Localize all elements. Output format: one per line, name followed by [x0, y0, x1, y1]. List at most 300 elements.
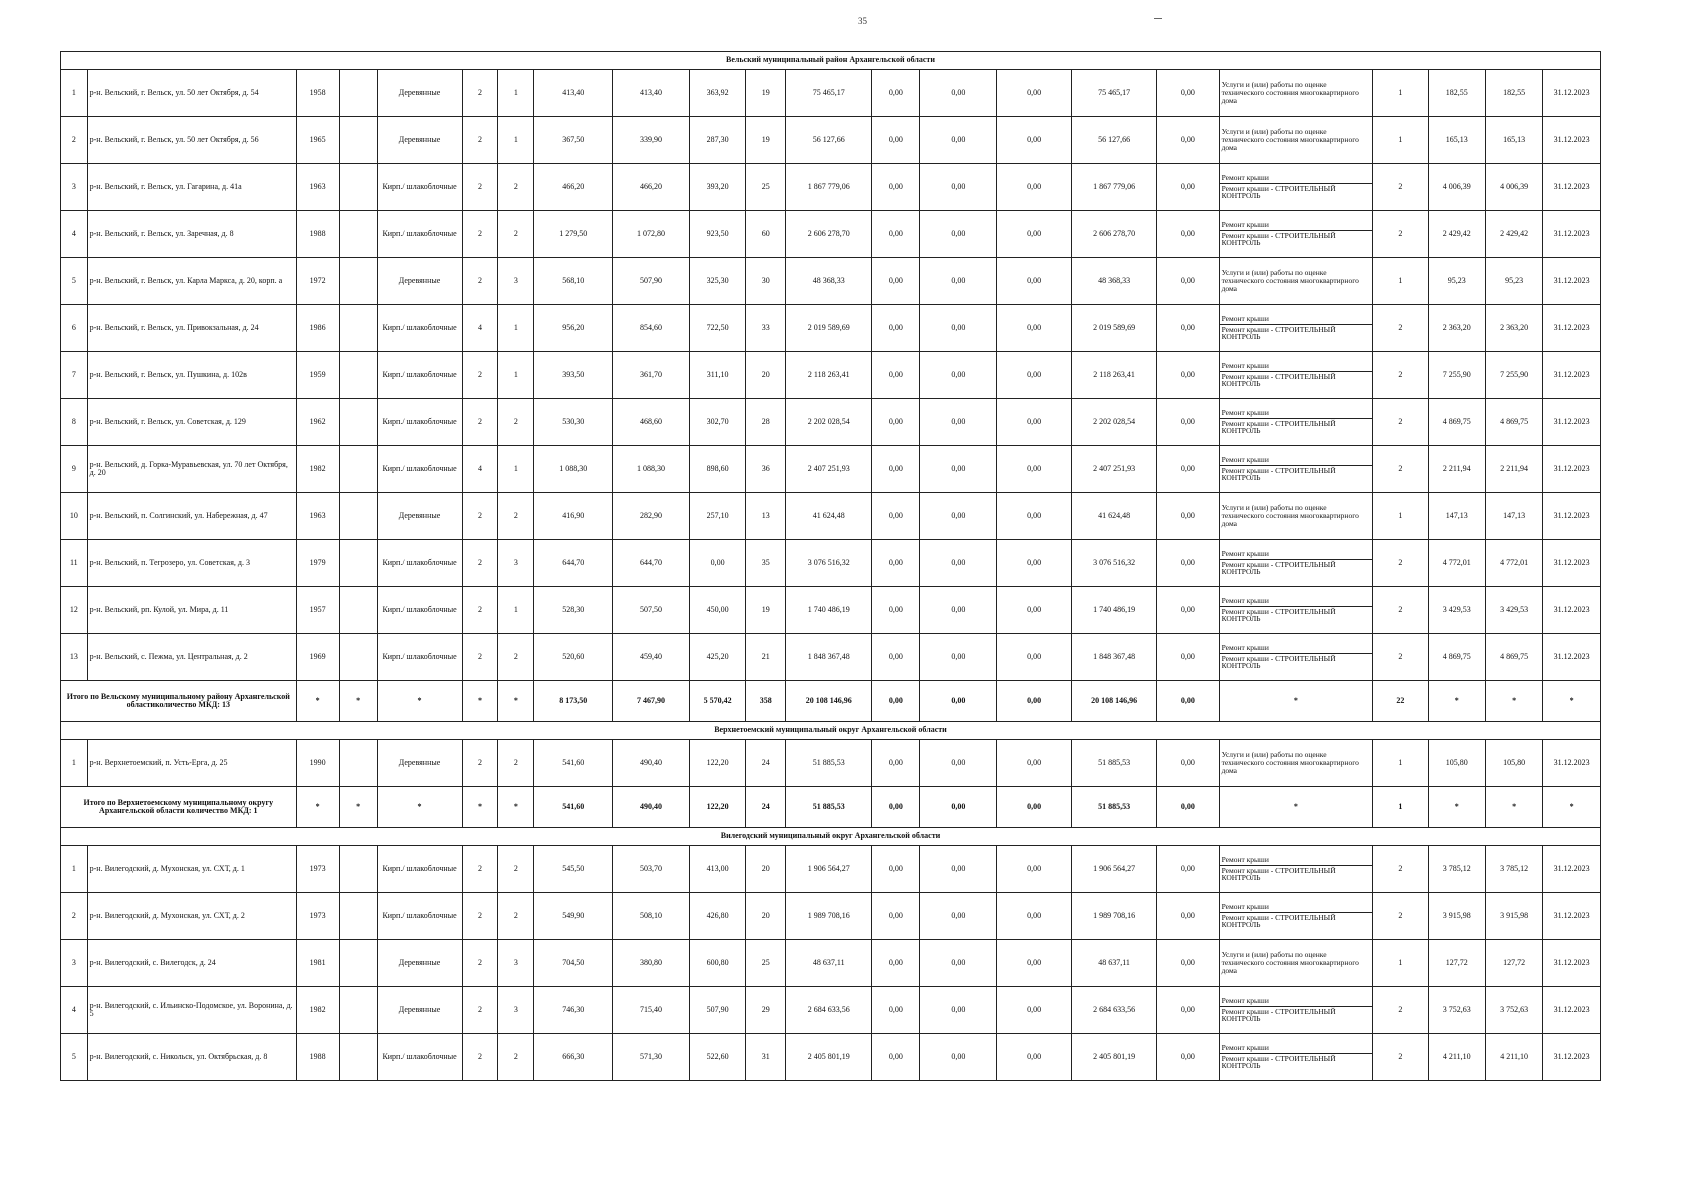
residents-cell: 25	[746, 164, 786, 211]
address-cell: р-н. Вельский, п. Тегрозеро, ул. Советская, д. 3	[87, 540, 296, 587]
total-cost-cell: 1 989 708,16	[786, 893, 872, 940]
work-type-text: Ремонт крыши - СТРОИТЕЛЬНЫЙ КОНТРОЛЬ	[1221, 418, 1336, 436]
table-row	[61, 634, 1601, 681]
total-area-cell: 644,70	[534, 540, 613, 587]
local-budget-cell: 0,00	[997, 540, 1072, 587]
total-area-cell: 530,30	[534, 399, 613, 446]
residents-cell: 30	[746, 258, 786, 305]
works-cell	[1219, 211, 1373, 258]
work-type-text: Услуги и (или) работы по оценке технического состояния многоквартирного дома	[1221, 127, 1359, 152]
other-funds-cell: 0,00	[1157, 740, 1219, 787]
regional-budget-cell: 0,00	[920, 305, 997, 352]
table-row	[61, 987, 1601, 1034]
work-type-text: Ремонт крыши - СТРОИТЕЛЬНЫЙ КОНТРОЛЬ	[1221, 653, 1336, 671]
total-local-budget-cell: 0,00	[997, 681, 1072, 722]
regional-budget-cell: 0,00	[920, 211, 997, 258]
total-row	[61, 787, 1601, 828]
table-row	[61, 846, 1601, 893]
limit-cost-cell: 4 869,75	[1485, 634, 1542, 681]
specific-cost-cell: 3 752,63	[1428, 987, 1485, 1034]
entrances-cell: 2	[498, 211, 534, 258]
work-type-text: Ремонт крыши	[1220, 855, 1373, 866]
living-area-cell: 600,80	[689, 940, 745, 987]
owners-funds-cell: 2 019 589,69	[1072, 305, 1157, 352]
residential-area-cell: 380,80	[613, 940, 690, 987]
living-area-cell: 311,10	[689, 352, 745, 399]
entrances-cell: 2	[498, 893, 534, 940]
row-number: 11	[61, 540, 88, 587]
residents-cell: 21	[746, 634, 786, 681]
year-cell: 1969	[296, 634, 339, 681]
entrances-cell: 3	[498, 258, 534, 305]
address-cell: р-н. Вельский, г. Вельск, ул. Советская, д. 129	[87, 399, 296, 446]
table-row	[61, 740, 1601, 787]
works-count-cell: 1	[1373, 493, 1428, 540]
work-type-text: Ремонт крыши - СТРОИТЕЛЬНЫЙ КОНТРОЛЬ	[1221, 606, 1336, 624]
completion-date-cell: 31.12.2023	[1543, 540, 1601, 587]
residents-cell: 19	[746, 70, 786, 117]
residential-area-cell: 459,40	[613, 634, 690, 681]
residents-cell: 20	[746, 846, 786, 893]
year-cell: 1979	[296, 540, 339, 587]
entrances-cell: 1	[498, 117, 534, 164]
local-budget-cell: 0,00	[997, 70, 1072, 117]
total-residents-cell: 24	[746, 787, 786, 828]
work-type-text: Ремонт крыши - СТРОИТЕЛЬНЫЙ КОНТРОЛЬ	[1221, 324, 1336, 342]
owners-funds-cell: 2 606 278,70	[1072, 211, 1157, 258]
fund-cell: 0,00	[872, 987, 920, 1034]
regional-budget-cell: 0,00	[920, 634, 997, 681]
blank-cell	[339, 446, 377, 493]
total-star: *	[1485, 681, 1542, 722]
works-cell	[1219, 893, 1373, 940]
completion-date-cell: 31.12.2023	[1543, 399, 1601, 446]
total-cost-cell: 3 076 516,32	[786, 540, 872, 587]
blank-cell	[339, 1034, 377, 1081]
living-area-cell: 257,10	[689, 493, 745, 540]
living-area-cell: 0,00	[689, 540, 745, 587]
total-star: *	[1485, 787, 1542, 828]
blank-cell	[339, 164, 377, 211]
wall-material-cell: Деревянные	[377, 493, 462, 540]
residential-area-cell: 571,30	[613, 1034, 690, 1081]
residents-cell: 29	[746, 987, 786, 1034]
section-header-row	[61, 722, 1601, 740]
total-regional-budget-cell: 0,00	[920, 787, 997, 828]
living-area-cell: 393,20	[689, 164, 745, 211]
works-count-cell: 1	[1373, 258, 1428, 305]
owners-funds-cell: 48 368,33	[1072, 258, 1157, 305]
work-type-text: Ремонт крыши	[1220, 314, 1373, 325]
total-cost-cell: 41 624,48	[786, 493, 872, 540]
fund-cell: 0,00	[872, 258, 920, 305]
address-cell: р-н. Вельский, п. Солгинский, ул. Набережная, д. 47	[87, 493, 296, 540]
work-type-text: Ремонт крыши	[1220, 220, 1373, 231]
section-header-row	[61, 828, 1601, 846]
residential-area-cell: 715,40	[613, 987, 690, 1034]
works-cell	[1219, 740, 1373, 787]
total-area-cell: 1 088,30	[534, 446, 613, 493]
works-cell	[1219, 164, 1373, 211]
row-number: 9	[61, 446, 88, 493]
completion-date-cell: 31.12.2023	[1543, 1034, 1601, 1081]
floors-cell: 2	[462, 399, 498, 446]
floors-cell: 2	[462, 893, 498, 940]
housing-repair-register-table	[60, 51, 1601, 1081]
blank-cell	[339, 940, 377, 987]
specific-cost-cell: 2 211,94	[1428, 446, 1485, 493]
residential-area-cell: 507,50	[613, 587, 690, 634]
blank-cell	[339, 70, 377, 117]
residential-area-cell: 507,90	[613, 258, 690, 305]
total-total-area-cell: 541,60	[534, 787, 613, 828]
local-budget-cell: 0,00	[997, 893, 1072, 940]
table-row	[61, 117, 1601, 164]
works-cell	[1219, 540, 1373, 587]
completion-date-cell: 31.12.2023	[1543, 940, 1601, 987]
table-row	[61, 493, 1601, 540]
total-cost-cell: 1 740 486,19	[786, 587, 872, 634]
total-cost-cell: 48 637,11	[786, 940, 872, 987]
total-cost-cell: 2 606 278,70	[786, 211, 872, 258]
fund-cell: 0,00	[872, 352, 920, 399]
wall-material-cell: Деревянные	[377, 258, 462, 305]
table-row	[61, 540, 1601, 587]
regional-budget-cell: 0,00	[920, 987, 997, 1034]
regional-budget-cell: 0,00	[920, 399, 997, 446]
work-type-text: Ремонт крыши - СТРОИТЕЛЬНЫЙ КОНТРОЛЬ	[1221, 465, 1336, 483]
regional-budget-cell: 0,00	[920, 352, 997, 399]
floors-cell: 2	[462, 117, 498, 164]
owners-funds-cell: 2 407 251,93	[1072, 446, 1157, 493]
address-cell: р-н. Вельский, г. Вельск, ул. Привокзальная, д. 24	[87, 305, 296, 352]
year-cell: 1982	[296, 446, 339, 493]
works-count-cell: 1	[1373, 940, 1428, 987]
row-number: 3	[61, 164, 88, 211]
fund-cell: 0,00	[872, 893, 920, 940]
living-area-cell: 923,50	[689, 211, 745, 258]
work-type-text: Ремонт крыши	[1220, 361, 1373, 372]
living-area-cell: 122,20	[689, 740, 745, 787]
total-owners-funds-cell: 20 108 146,96	[1072, 681, 1157, 722]
fund-cell: 0,00	[872, 940, 920, 987]
local-budget-cell: 0,00	[997, 987, 1072, 1034]
total-cost-cell: 2 684 633,56	[786, 987, 872, 1034]
year-cell: 1982	[296, 987, 339, 1034]
works-cell	[1219, 634, 1373, 681]
living-area-cell: 898,60	[689, 446, 745, 493]
owners-funds-cell: 51 885,53	[1072, 740, 1157, 787]
work-type-text: Ремонт крыши - СТРОИТЕЛЬНЫЙ КОНТРОЛЬ	[1221, 865, 1336, 883]
regional-budget-cell: 0,00	[920, 587, 997, 634]
total-area-cell: 416,90	[534, 493, 613, 540]
living-area-cell: 426,80	[689, 893, 745, 940]
completion-date-cell: 31.12.2023	[1543, 493, 1601, 540]
residents-cell: 60	[746, 211, 786, 258]
total-total-cost-cell: 20 108 146,96	[786, 681, 872, 722]
wall-material-cell: Кирп./ шлакоблочные	[377, 1034, 462, 1081]
specific-cost-cell: 4 869,75	[1428, 634, 1485, 681]
specific-cost-cell: 2 363,20	[1428, 305, 1485, 352]
fund-cell: 0,00	[872, 399, 920, 446]
completion-date-cell: 31.12.2023	[1543, 446, 1601, 493]
work-type-text: Ремонт крыши	[1220, 173, 1373, 184]
owners-funds-cell: 1 906 564,27	[1072, 846, 1157, 893]
address-cell: р-н. Верхнетоемский, п. Усть-Ерга, д. 25	[87, 740, 296, 787]
blank-cell	[339, 540, 377, 587]
completion-date-cell: 31.12.2023	[1543, 893, 1601, 940]
specific-cost-cell: 7 255,90	[1428, 352, 1485, 399]
wall-material-cell: Кирп./ шлакоблочные	[377, 446, 462, 493]
local-budget-cell: 0,00	[997, 940, 1072, 987]
local-budget-cell: 0,00	[997, 352, 1072, 399]
floors-cell: 2	[462, 587, 498, 634]
table-row	[61, 164, 1601, 211]
floors-cell: 2	[462, 258, 498, 305]
row-number: 7	[61, 352, 88, 399]
owners-funds-cell: 1 740 486,19	[1072, 587, 1157, 634]
works-cell	[1219, 987, 1373, 1034]
owners-funds-cell: 56 127,66	[1072, 117, 1157, 164]
total-local-budget-cell: 0,00	[997, 787, 1072, 828]
works-cell	[1219, 940, 1373, 987]
table-row	[61, 893, 1601, 940]
floors-cell: 2	[462, 211, 498, 258]
residential-area-cell: 503,70	[613, 846, 690, 893]
wall-material-cell: Кирп./ шлакоблочные	[377, 164, 462, 211]
table-row	[61, 446, 1601, 493]
address-cell: р-н. Вилегодский, д. Мухонская, ул. СХТ, д. 2	[87, 893, 296, 940]
year-cell: 1958	[296, 70, 339, 117]
other-funds-cell: 0,00	[1157, 352, 1219, 399]
regional-budget-cell: 0,00	[920, 258, 997, 305]
local-budget-cell: 0,00	[997, 399, 1072, 446]
other-funds-cell: 0,00	[1157, 493, 1219, 540]
work-type-text: Ремонт крыши - СТРОИТЕЛЬНЫЙ КОНТРОЛЬ	[1221, 1053, 1336, 1071]
residents-cell: 25	[746, 940, 786, 987]
works-cell	[1219, 258, 1373, 305]
limit-cost-cell: 4 006,39	[1485, 164, 1542, 211]
section-title: Вилегодский муниципальный округ Архангельской области	[61, 828, 1601, 846]
fund-cell: 0,00	[872, 117, 920, 164]
works-cell	[1219, 305, 1373, 352]
row-number: 1	[61, 70, 88, 117]
total-star: *	[377, 681, 462, 722]
blank-cell	[339, 117, 377, 164]
works-count-cell: 1	[1373, 740, 1428, 787]
row-number: 4	[61, 211, 88, 258]
total-area-cell: 704,50	[534, 940, 613, 987]
floors-cell: 4	[462, 446, 498, 493]
completion-date-cell: 31.12.2023	[1543, 634, 1601, 681]
entrances-cell: 1	[498, 587, 534, 634]
work-type-text: Ремонт крыши - СТРОИТЕЛЬНЫЙ КОНТРОЛЬ	[1221, 912, 1336, 930]
residential-area-cell: 644,70	[613, 540, 690, 587]
blank-cell	[339, 846, 377, 893]
year-cell: 1963	[296, 164, 339, 211]
limit-cost-cell: 105,80	[1485, 740, 1542, 787]
local-budget-cell: 0,00	[997, 1034, 1072, 1081]
works-count-cell: 2	[1373, 846, 1428, 893]
year-cell: 1988	[296, 1034, 339, 1081]
residential-area-cell: 468,60	[613, 399, 690, 446]
owners-funds-cell: 41 624,48	[1072, 493, 1157, 540]
row-number: 13	[61, 634, 88, 681]
owners-funds-cell: 1 867 779,06	[1072, 164, 1157, 211]
address-cell: р-н. Вельский, г. Вельск, ул. 50 лет Октября, д. 54	[87, 70, 296, 117]
regional-budget-cell: 0,00	[920, 940, 997, 987]
wall-material-cell: Кирп./ шлакоблочные	[377, 399, 462, 446]
living-area-cell: 522,60	[689, 1034, 745, 1081]
total-star: *	[339, 787, 377, 828]
specific-cost-cell: 3 785,12	[1428, 846, 1485, 893]
row-number: 10	[61, 493, 88, 540]
total-total-area-cell: 8 173,50	[534, 681, 613, 722]
works-count-cell: 2	[1373, 164, 1428, 211]
works-count-cell: 2	[1373, 987, 1428, 1034]
section-title: Верхнетоемский муниципальный округ Архангельской области	[61, 722, 1601, 740]
owners-funds-cell: 2 202 028,54	[1072, 399, 1157, 446]
entrances-cell: 1	[498, 352, 534, 399]
total-label: Итого по Верхнетоемскому муниципальному округу Архангельской области количество МКД: 1	[61, 787, 297, 828]
limit-cost-cell: 3 915,98	[1485, 893, 1542, 940]
fund-cell: 0,00	[872, 446, 920, 493]
living-area-cell: 302,70	[689, 399, 745, 446]
works-count-cell: 2	[1373, 399, 1428, 446]
work-type-text: Ремонт крыши - СТРОИТЕЛЬНЫЙ КОНТРОЛЬ	[1221, 1006, 1336, 1024]
blank-cell	[339, 305, 377, 352]
works-count-cell: 2	[1373, 446, 1428, 493]
address-cell: р-н. Вельский, г. Вельск, ул. Гагарина, д. 41а	[87, 164, 296, 211]
total-fund-cell: 0,00	[872, 681, 920, 722]
row-number: 8	[61, 399, 88, 446]
other-funds-cell: 0,00	[1157, 987, 1219, 1034]
floors-cell: 2	[462, 987, 498, 1034]
works-count-cell: 2	[1373, 305, 1428, 352]
floors-cell: 2	[462, 540, 498, 587]
floors-cell: 2	[462, 740, 498, 787]
floors-cell: 2	[462, 846, 498, 893]
section-title: Вельский муниципальный район Архангельской области	[61, 52, 1601, 70]
total-residential-area-cell: 7 467,90	[613, 681, 690, 722]
total-residents-cell: 358	[746, 681, 786, 722]
specific-cost-cell: 165,13	[1428, 117, 1485, 164]
entrances-cell: 2	[498, 740, 534, 787]
table-row	[61, 940, 1601, 987]
wall-material-cell: Деревянные	[377, 117, 462, 164]
total-row	[61, 681, 1601, 722]
owners-funds-cell: 1 989 708,16	[1072, 893, 1157, 940]
blank-cell	[339, 399, 377, 446]
floors-cell: 2	[462, 940, 498, 987]
other-funds-cell: 0,00	[1157, 940, 1219, 987]
completion-date-cell: 31.12.2023	[1543, 70, 1601, 117]
local-budget-cell: 0,00	[997, 740, 1072, 787]
total-cost-cell: 2 019 589,69	[786, 305, 872, 352]
residents-cell: 20	[746, 893, 786, 940]
local-budget-cell: 0,00	[997, 258, 1072, 305]
specific-cost-cell: 95,23	[1428, 258, 1485, 305]
blank-cell	[339, 258, 377, 305]
fund-cell: 0,00	[872, 634, 920, 681]
specific-cost-cell: 3 915,98	[1428, 893, 1485, 940]
total-star: *	[339, 681, 377, 722]
total-label: Итого по Вельскому муниципальному району Архангельской областиколичество МКД: 13	[61, 681, 297, 722]
floors-cell: 2	[462, 1034, 498, 1081]
other-funds-cell: 0,00	[1157, 540, 1219, 587]
works-count-cell: 2	[1373, 540, 1428, 587]
local-budget-cell: 0,00	[997, 211, 1072, 258]
blank-cell	[339, 987, 377, 1034]
limit-cost-cell: 2 429,42	[1485, 211, 1542, 258]
address-cell: р-н. Вилегодский, с. Вилегодск, д. 24	[87, 940, 296, 987]
work-type-text: Ремонт крыши	[1220, 455, 1373, 466]
table-row	[61, 305, 1601, 352]
regional-budget-cell: 0,00	[920, 740, 997, 787]
works-cell	[1219, 846, 1373, 893]
year-cell: 1959	[296, 352, 339, 399]
work-type-text: Ремонт крыши	[1220, 549, 1373, 560]
table-row	[61, 258, 1601, 305]
specific-cost-cell: 2 429,42	[1428, 211, 1485, 258]
total-cost-cell: 51 885,53	[786, 740, 872, 787]
owners-funds-cell: 1 848 367,48	[1072, 634, 1157, 681]
blank-cell	[339, 587, 377, 634]
total-area-cell: 393,50	[534, 352, 613, 399]
blank-cell	[339, 740, 377, 787]
other-funds-cell: 0,00	[1157, 446, 1219, 493]
table-row	[61, 70, 1601, 117]
works-count-cell: 1	[1373, 70, 1428, 117]
total-other-funds-cell: 0,00	[1157, 787, 1219, 828]
specific-cost-cell: 3 429,53	[1428, 587, 1485, 634]
total-area-cell: 528,30	[534, 587, 613, 634]
row-number: 3	[61, 940, 88, 987]
entrances-cell: 3	[498, 987, 534, 1034]
residential-area-cell: 1 072,80	[613, 211, 690, 258]
fund-cell: 0,00	[872, 587, 920, 634]
address-cell: р-н. Вельский, г. Вельск, ул. Пушкина, д. 102в	[87, 352, 296, 399]
wall-material-cell: Кирп./ шлакоблочные	[377, 634, 462, 681]
owners-funds-cell: 48 637,11	[1072, 940, 1157, 987]
completion-date-cell: 31.12.2023	[1543, 352, 1601, 399]
table-row	[61, 1034, 1601, 1081]
address-cell: р-н. Вилегодский, д. Мухонская, ул. СХТ, д. 1	[87, 846, 296, 893]
residents-cell: 24	[746, 740, 786, 787]
total-cost-cell: 2 407 251,93	[786, 446, 872, 493]
wall-material-cell: Деревянные	[377, 740, 462, 787]
limit-cost-cell: 4 772,01	[1485, 540, 1542, 587]
total-cost-cell: 75 465,17	[786, 70, 872, 117]
year-cell: 1981	[296, 940, 339, 987]
specific-cost-cell: 147,13	[1428, 493, 1485, 540]
local-budget-cell: 0,00	[997, 634, 1072, 681]
local-budget-cell: 0,00	[997, 164, 1072, 211]
entrances-cell: 1	[498, 305, 534, 352]
entrances-cell: 2	[498, 399, 534, 446]
other-funds-cell: 0,00	[1157, 1034, 1219, 1081]
limit-cost-cell: 3 429,53	[1485, 587, 1542, 634]
work-type-text: Услуги и (или) работы по оценке технического состояния многоквартирного дома	[1221, 268, 1359, 293]
entrances-cell: 3	[498, 540, 534, 587]
regional-budget-cell: 0,00	[920, 540, 997, 587]
total-cost-cell: 48 368,33	[786, 258, 872, 305]
wall-material-cell: Деревянные	[377, 940, 462, 987]
limit-cost-cell: 95,23	[1485, 258, 1542, 305]
total-star: *	[1219, 787, 1373, 828]
total-owners-funds-cell: 51 885,53	[1072, 787, 1157, 828]
living-area-cell: 363,92	[689, 70, 745, 117]
